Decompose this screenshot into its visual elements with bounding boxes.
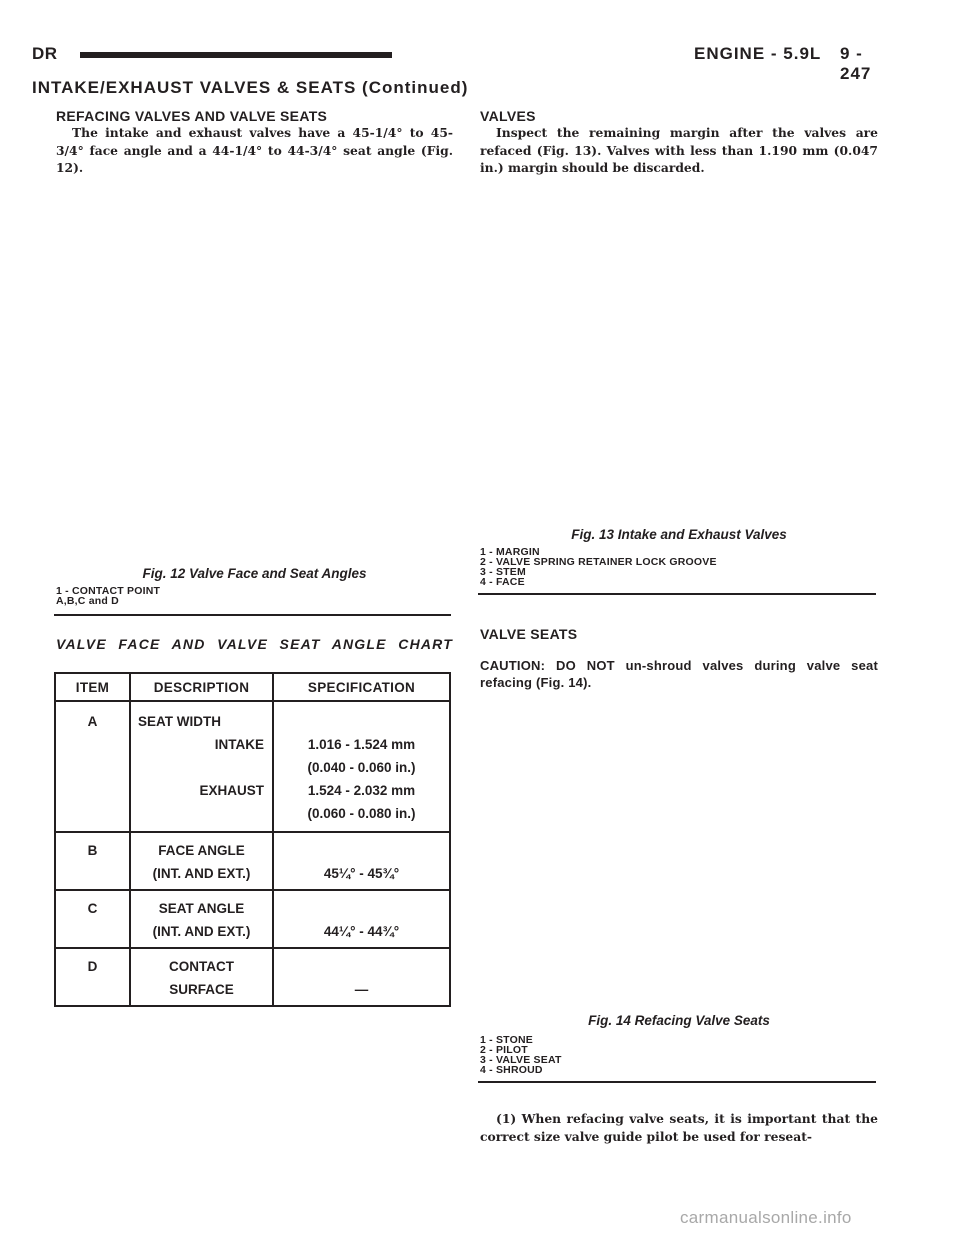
description-line — [131, 756, 272, 779]
description-line: SURFACE — [169, 982, 234, 997]
section-title: INTAKE/EXHAUST VALVES & SEATS (Continued) — [32, 78, 469, 97]
header-page-number: 9 - 247 — [840, 44, 872, 83]
spec-line: (0.060 - 0.080 in.) — [307, 806, 416, 821]
description-line: FACE ANGLE — [158, 843, 245, 858]
spec-line — [274, 710, 449, 733]
refacing-heading: REFACING VALVES AND VALVE SEATS — [56, 108, 328, 124]
item-letter: A — [87, 714, 98, 729]
spec-line: 44¼° - 44¾° — [323, 924, 400, 939]
figure-12-illustration — [56, 178, 453, 562]
description-line: (INT. AND EXT.) — [152, 924, 251, 939]
spec-line: (0.040 - 0.060 in.) — [307, 760, 416, 775]
refacing-paragraph: The intake and exhaust valves have a 45-1/4° to 45-3/4° face angle and a 44-1/4° to 44-3/4° seat angle (Fig. 12). — [56, 125, 453, 175]
description-line: SEAT ANGLE — [158, 901, 245, 916]
header-rule — [80, 52, 392, 58]
description-line: SEAT WIDTH — [138, 714, 221, 729]
description-line: INTAKE — [214, 737, 264, 752]
legend-item: 4 - SHROUD — [480, 1064, 543, 1076]
spec-line: — — [354, 982, 369, 997]
item-letter: C — [87, 901, 98, 916]
figure-14-legend — [480, 1035, 878, 1075]
figure-13-caption-block — [480, 527, 878, 595]
divider — [54, 614, 451, 616]
description-line: EXHAUST — [199, 783, 264, 798]
caution-note: CAUTION: DO NOT un-shroud valves during valve seat refacing (Fig. 14). — [480, 658, 878, 690]
legend-item: 1 - CONTACT POINT — [56, 585, 161, 597]
spec-table — [54, 672, 451, 1007]
step-1 — [480, 1110, 878, 1145]
legend-item: 3 - VALVE SEAT — [480, 1054, 562, 1066]
legend-item: 4 - FACE — [480, 576, 525, 588]
divider — [478, 1081, 876, 1083]
valve-seats-heading: VALVE SEATS — [480, 626, 578, 642]
page-header — [32, 44, 880, 83]
col-header-specification: SPECIFICATION — [273, 673, 450, 701]
refacing-section — [56, 108, 453, 177]
figure-14-illustration — [480, 690, 878, 1010]
table-row — [55, 890, 450, 948]
col-header-item: ITEM — [55, 673, 130, 701]
table-row — [55, 948, 450, 1006]
figure-12-legend — [56, 586, 453, 606]
figure-14-caption: Fig. 14 Refacing Valve Seats — [588, 1013, 770, 1028]
figure-14-caption-block — [480, 1013, 878, 1083]
legend-item: 1 - STONE — [480, 1034, 533, 1046]
item-letter: D — [87, 959, 98, 974]
table-row — [55, 832, 450, 890]
figure-13-legend — [480, 547, 878, 587]
legend-item: 2 - PILOT — [480, 1044, 528, 1056]
item-letter: B — [87, 843, 98, 858]
description-line: CONTACT — [169, 959, 234, 974]
valve-seats-section — [480, 626, 878, 691]
valves-heading: VALVES — [480, 108, 536, 124]
description-line — [131, 802, 272, 825]
table-header-row — [55, 673, 450, 701]
spec-line — [274, 839, 449, 862]
legend-item: 2 - VALVE SPRING RETAINER LOCK GROOVE — [480, 556, 717, 568]
chart-title: VALVE FACE AND VALVE SEAT ANGLE CHART — [56, 636, 453, 652]
figure-12-caption-block — [56, 566, 453, 616]
spec-line: 1.524 - 2.032 mm — [307, 783, 416, 798]
step-1-text: (1) When refacing valve seats, it is important that the correct size valve guide pilot be used for reseat- — [480, 1111, 878, 1144]
header-code: DR — [32, 44, 58, 63]
figure-13-caption: Fig. 13 Intake and Exhaust Valves — [571, 527, 787, 542]
figure-12-caption: Fig. 12 Valve Face and Seat Angles — [142, 566, 367, 581]
valves-paragraph: Inspect the remaining margin after the valves are refaced (Fig. 13). Valves with less than 1.190 mm (0.047 in.) margin should be discarded. — [480, 125, 878, 175]
col-header-description: DESCRIPTION — [130, 673, 273, 701]
spec-line — [274, 897, 449, 920]
legend-item: 1 - MARGIN — [480, 546, 540, 558]
legend-item: 3 - STEM — [480, 566, 526, 578]
header-section: ENGINE - 5.9L — [694, 44, 822, 63]
divider — [478, 593, 876, 595]
legend-item: A,B,C and D — [56, 595, 119, 607]
figure-13-illustration — [480, 178, 878, 524]
description-line: (INT. AND EXT.) — [152, 866, 251, 881]
spec-line: 45¼° - 45¾° — [323, 866, 400, 881]
table-row — [55, 701, 450, 832]
spec-line — [274, 955, 449, 978]
watermark: carmanualsonline.info — [680, 1208, 852, 1227]
spec-line: 1.016 - 1.524 mm — [307, 737, 416, 752]
valves-section — [480, 108, 878, 177]
angle-chart — [56, 636, 453, 1007]
